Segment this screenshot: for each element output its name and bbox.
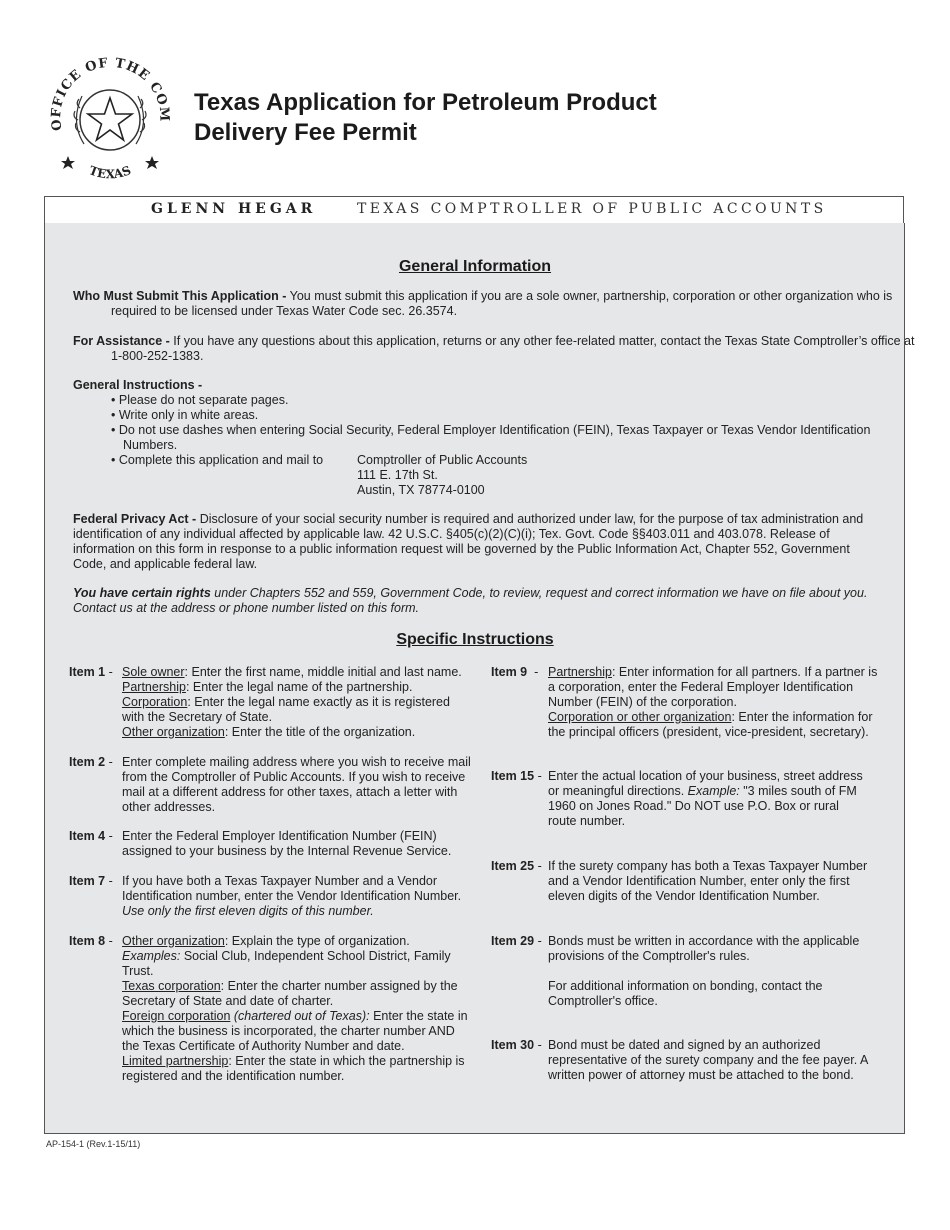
title-line-2: Delivery Fee Permit — [194, 119, 417, 146]
seal-bottom-text: TEXAS — [87, 163, 133, 182]
list-item: • Please do not separate pages. — [111, 393, 289, 407]
comptroller-banner — [44, 196, 904, 224]
agency-name: TEXAS COMPTROLLER OF PUBLIC ACCOUNTS — [357, 201, 827, 217]
mailing-address: Comptroller of Public Accounts 111 E. 17th St. Austin, TX 78774-0100 — [357, 453, 528, 497]
list-item: • Do not use dashes when entering Social Security, Federal Employer Identification (FEIN), Texas Taxpayer or Texas Vendor Identification Numbers. — [111, 423, 871, 452]
who-must-submit-label: Who Must Submit This Application - — [73, 289, 287, 303]
seal-top-text: OFFICE OF THE COM — [49, 55, 172, 132]
for-assistance-label: For Assistance - — [73, 334, 170, 348]
rights-label: You have certain rights — [73, 586, 211, 600]
who-must-submit-text: You must submit this application if you are a sole owner, partnership, corporation or other organization who is required to be licensed under Texas Water Code sec. 26.3574. — [111, 289, 893, 318]
svg-text:TEXAS — [87, 163, 133, 181]
comptroller-name: GLENN HEGAR — [151, 201, 317, 217]
title-line-1: Texas Application for Petroleum Product — [194, 89, 657, 116]
privacy-label: Federal Privacy Act - — [73, 512, 197, 526]
form-number: AP-154-1 (Rev.1-15/11) — [46, 1139, 141, 1149]
specific-instructions-heading: Specific Instructions — [396, 631, 554, 648]
for-assistance-text: If you have any questions about this application, returns or any other fee-related matter, contact the Texas State Comptroller’s office at 1-800-252-1383. — [111, 334, 915, 363]
page-title — [194, 88, 657, 148]
list-item: • Complete this application and mail to — [111, 453, 324, 467]
rights-text: under Chapters 552 and 559, Government Code, to review, request and correct information we have on file about you. Contact us at the address or phone number listed on this form. — [73, 586, 868, 615]
privacy-text: Disclosure of your social security number is required and authorized under law, for the purpose of tax administration and identification of any individual affected by applicable law. 42 U.S.C. §405(c)(2)(C)(i); Tex. Govt. Code §§403.011 and 403.078. Release of information on this form in response to a public information request will be governed by the Public Information Act, Chapter 552, Government Code, and applicable federal law. — [73, 512, 864, 571]
list-item: • Write only in white areas. — [111, 408, 259, 422]
general-information-heading: General Information — [398, 258, 552, 275]
certain-rights — [73, 586, 881, 616]
general-instructions-label: General Instructions - — [73, 378, 203, 392]
federal-privacy-act — [73, 512, 881, 572]
for-assistance — [73, 334, 919, 364]
comptroller-seal — [40, 52, 180, 184]
who-must-submit — [73, 289, 919, 319]
